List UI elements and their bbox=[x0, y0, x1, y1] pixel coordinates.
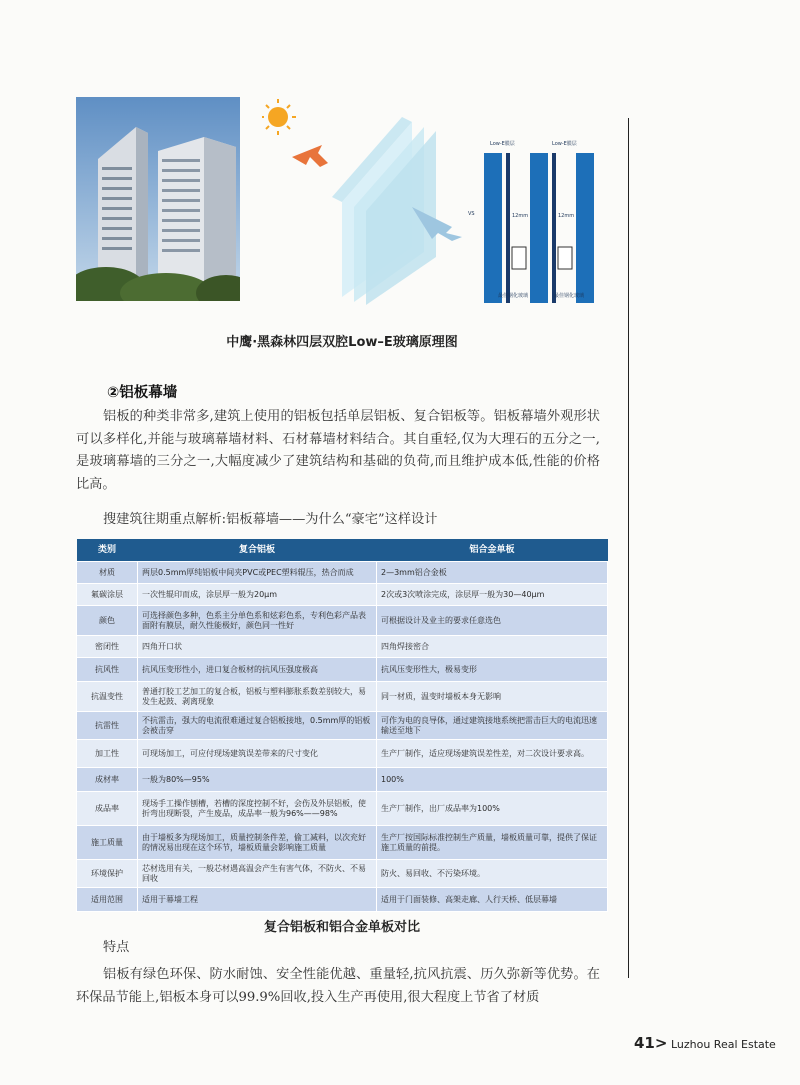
table-cell: 不抗雷击，强大的电流很难通过复合铝板接地，0.5mm厚的铝板会被击穿 bbox=[138, 712, 377, 740]
table-cell: 普通打胶工艺加工的复合板，铝板与塑料膨胀系数差别较大，易发生起鼓、剥离现象 bbox=[138, 682, 377, 712]
table-cell: 同一材质，温变时墙板本身无影响 bbox=[377, 682, 608, 712]
table-cell: 抗风性 bbox=[77, 658, 138, 682]
table-row bbox=[77, 888, 608, 912]
low-e-glass-diagram bbox=[262, 97, 612, 307]
diagram-label-lowe-1: Low-E膜层 bbox=[490, 141, 515, 147]
table-header-composite: 复合铝板 bbox=[138, 539, 377, 562]
table-row bbox=[77, 682, 608, 712]
table-row bbox=[77, 860, 608, 888]
table-header-solid: 铝合金单板 bbox=[377, 539, 608, 562]
table-cell: 氟碳涂层 bbox=[77, 584, 138, 606]
features-paragraph: 铝板有绿色环保、防水耐蚀、安全性能优越、重量轻,抗风抗震、历久弥新等优势。在环保品节能上,铝板本身可以99.9%回收,投入生产再使用,很大程度上节省了材质 bbox=[76, 967, 600, 1005]
table-cell: 材质 bbox=[77, 562, 138, 584]
table-row bbox=[77, 768, 608, 792]
table-cell: 成材率 bbox=[77, 768, 138, 792]
comparison-table bbox=[76, 539, 608, 912]
diagram-label-gap-2: 12mm bbox=[558, 213, 575, 219]
section-heading: ②铝板幕墙 bbox=[107, 385, 178, 401]
table-cell: 一般为80%—95% bbox=[138, 768, 377, 792]
table-row bbox=[77, 636, 608, 658]
table-cell: 成品率 bbox=[77, 792, 138, 826]
table-cell: 抗风压变形性小，进口复合板材的抗风压强度极高 bbox=[138, 658, 377, 682]
table-cell: 环境保护 bbox=[77, 860, 138, 888]
table-cell: 生产厂按国际标准控制生产质量，墙板质量可靠，提供了保证施工质量的前提。 bbox=[377, 826, 608, 860]
table-cell: 防火、易回收、不污染环境。 bbox=[377, 860, 608, 888]
table-row bbox=[77, 584, 608, 606]
table-cell: 现场手工操作刨槽，若槽的深度控制不好，会伤及外层铝板，使折弯出现断裂，产生废品，成品率一般为96%——98% bbox=[138, 792, 377, 826]
table-cell: 2—3mm铝合金板 bbox=[377, 562, 608, 584]
page-footer bbox=[634, 1034, 776, 1052]
table-caption: 复合铝板和铝合金单板对比 bbox=[263, 920, 420, 935]
table-cell: 2次或3次喷涂完成，涂层厚一般为30—40μm bbox=[377, 584, 608, 606]
diagram-label-vs: VS bbox=[468, 211, 475, 217]
table-cell: 生产厂制作，适应现场建筑误差性差，对二次设计要求高。 bbox=[377, 740, 608, 768]
table-cell: 由于墙板多为现场加工，质量控制条件差，偷工减料，以次充好的情况易出现在这个环节，墙板质量会影响施工质量 bbox=[138, 826, 377, 860]
footer-arrow: > bbox=[654, 1034, 668, 1052]
table-cell: 抗雷性 bbox=[77, 712, 138, 740]
table-row bbox=[77, 606, 608, 636]
table-cell: 适用于门面装修、高架走廊、人行天桥、低层幕墙 bbox=[377, 888, 608, 912]
table-cell: 芯材选用有关，一般芯材遇高温会产生有害气体，不防火、不易回收 bbox=[138, 860, 377, 888]
table-row bbox=[77, 792, 608, 826]
table-header-row bbox=[77, 539, 608, 562]
table-cell: 一次性辊印而成，涂层厚一般为20μm bbox=[138, 584, 377, 606]
reference-line: 搜建筑往期重点解析:铝板幕墙——为什么“豪宅”这样设计 bbox=[103, 512, 438, 527]
table-header-category: 类别 bbox=[77, 539, 138, 562]
building-photo bbox=[76, 97, 240, 301]
table-cell: 四角焊接密合 bbox=[377, 636, 608, 658]
diagram-label-tempered-2: 最佳钢化玻璃 bbox=[554, 293, 585, 299]
publication-name: Luzhou Real Estate bbox=[670, 1038, 776, 1051]
table-row bbox=[77, 740, 608, 768]
table-cell: 抗风压变形性大，极易变形 bbox=[377, 658, 608, 682]
table-cell: 四角开口状 bbox=[138, 636, 377, 658]
diagram-label-gap-1: 12mm bbox=[512, 213, 529, 219]
page-number: 41 bbox=[634, 1034, 655, 1052]
features-heading: 特点 bbox=[103, 940, 130, 955]
table-cell: 两层0.5mm厚纯铝板中间夹PVC或PEC塑料辊压，热合而成 bbox=[138, 562, 377, 584]
body-paragraph: 铝板的种类非常多,建筑上使用的铝板包括单层铝板、复合铝板等。铝板幕墙外观形状可以多样化,并能与玻璃幕墙材料、石材幕墙材料结合。其自重轻,仅为大理石的五分之一,是玻璃幕墙的三分之一,大幅度减少了建筑结构和基础的负荷,而且维护成本低,性能的价格比高。 bbox=[76, 409, 600, 492]
figure-caption: 中鹰·黑森林四层双腔Low–E玻璃原理图 bbox=[226, 335, 458, 350]
page-vertical-rule bbox=[628, 118, 629, 978]
table-cell: 生产厂制作，出厂成品率为100% bbox=[377, 792, 608, 826]
table-cell: 适用于幕墙工程 bbox=[138, 888, 377, 912]
table-cell: 可作为电的良导体，通过建筑接地系统把雷击巨大的电流迅速输送至地下 bbox=[377, 712, 608, 740]
table-row bbox=[77, 562, 608, 584]
table-cell: 可现场加工，可应付现场建筑误差带来的尺寸变化 bbox=[138, 740, 377, 768]
table-cell: 抗温变性 bbox=[77, 682, 138, 712]
table-cell: 可根据设计及业主的要求任意选色 bbox=[377, 606, 608, 636]
table-cell: 适用范围 bbox=[77, 888, 138, 912]
table-cell: 颜色 bbox=[77, 606, 138, 636]
table-cell: 100% bbox=[377, 768, 608, 792]
table-cell: 施工质量 bbox=[77, 826, 138, 860]
table-row bbox=[77, 712, 608, 740]
table-cell: 加工性 bbox=[77, 740, 138, 768]
diagram-label-lowe-2: Low-E膜层 bbox=[552, 141, 577, 147]
table-cell: 可选择颜色多种，色系主分单色系和炫彩色系，专利色彩产品表面附有膜层，耐久性能极好，颜色同一性好 bbox=[138, 606, 377, 636]
table-row bbox=[77, 658, 608, 682]
table-cell: 密闭性 bbox=[77, 636, 138, 658]
table-row bbox=[77, 826, 608, 860]
diagram-label-tempered-1: 最佳钢化玻璃 bbox=[498, 293, 529, 299]
